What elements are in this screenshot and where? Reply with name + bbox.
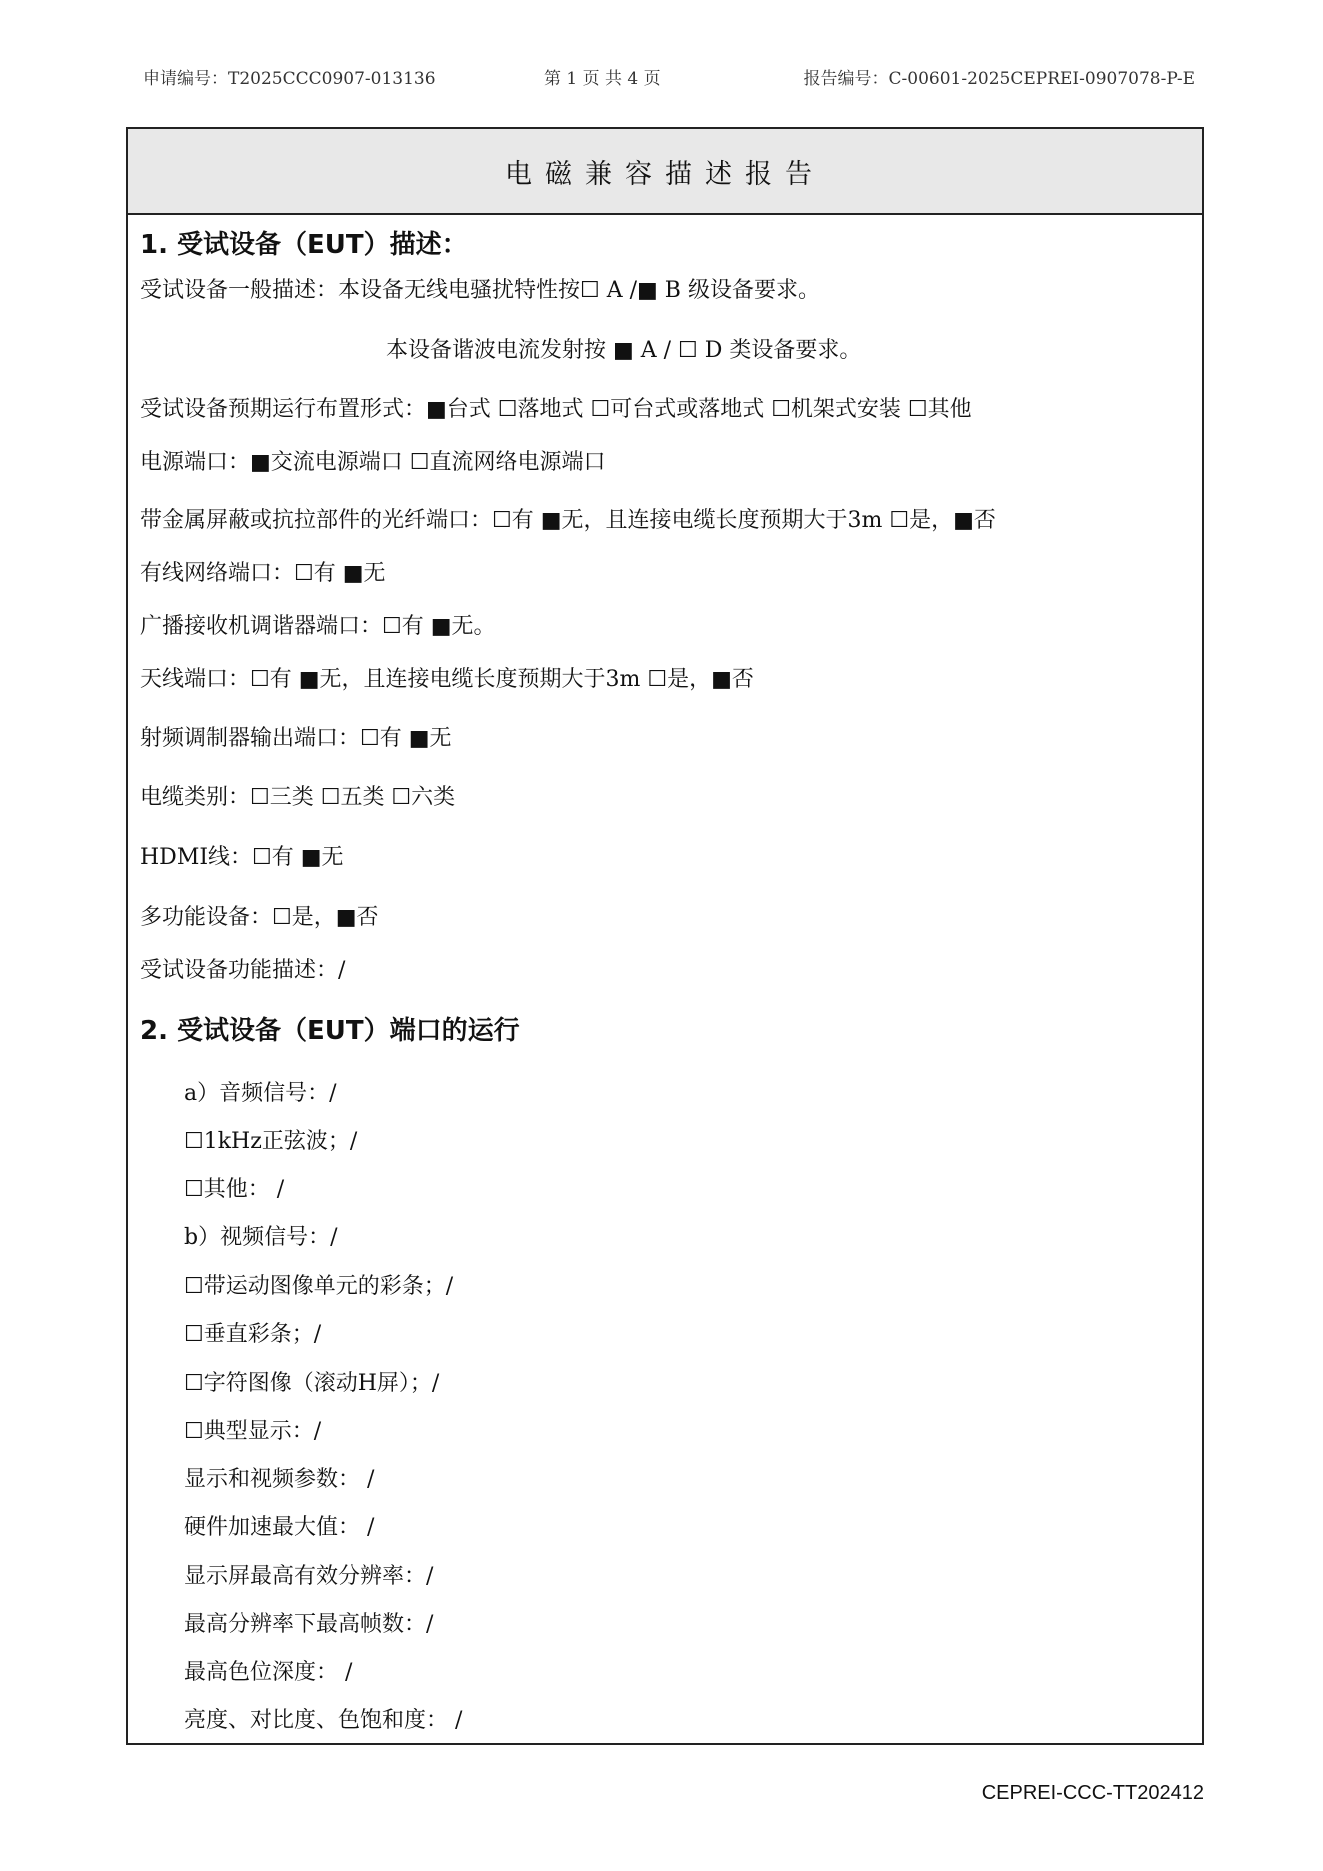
tuner-port: 广播接收机调谐器端口：☐有 ■无。 (140, 614, 496, 639)
typical-display-option: ☐典型显示：/ (184, 1419, 322, 1444)
eut-function-description: 受试设备功能描述：/ (140, 958, 346, 983)
hdmi-cable: HDMI线：☐有 ■无 (140, 845, 344, 870)
power-port: 电源端口：■交流电源端口 ☐直流网络电源端口 (140, 450, 606, 475)
other-audio-option: ☐其他： / (184, 1177, 285, 1202)
sine-wave-option: ☐1kHz正弦波；/ (184, 1129, 358, 1154)
application-number: 申请编号：T2025CCC0907-013136 (143, 69, 436, 89)
brightness-contrast-saturation: 亮度、对比度、色饱和度： / (184, 1708, 463, 1733)
section1-heading: 1. 受试设备（EUT）描述： (140, 230, 468, 260)
moving-color-bar-option: ☐带运动图像单元的彩条；/ (184, 1274, 454, 1299)
report-frame (126, 127, 1204, 1745)
section2-heading: 2. 受试设备（EUT）端口的运行 (140, 1016, 520, 1046)
audio-signal: a）音频信号：/ (184, 1081, 337, 1106)
rf-modulator-port: 射频调制器输出端口：☐有 ■无 (140, 726, 452, 751)
vertical-color-bar-option: ☐垂直彩条；/ (184, 1322, 322, 1347)
multifunction-device: 多功能设备：☐是，■否 (140, 905, 379, 930)
video-signal: b）视频信号：/ (184, 1225, 338, 1250)
antenna-port: 天线端口：☐有 ■无，且连接电缆长度预期大于3m ☐是，■否 (140, 667, 754, 692)
harmonic-emission-class: 本设备谐波电流发射按 ■ A / ☐ D 类设备要求。 (386, 338, 862, 363)
display-video-params: 显示和视频参数： / (184, 1467, 375, 1492)
layout-form: 受试设备预期运行布置形式：■台式 ☐落地式 ☐可台式或落地式 ☐机架式安装 ☐其他 (140, 397, 972, 422)
max-frame-rate: 最高分辨率下最高帧数：/ (184, 1612, 434, 1637)
max-resolution: 显示屏最高有效分辨率：/ (184, 1564, 434, 1589)
fiber-port: 带金属屏蔽或抗拉部件的光纤端口：☐有 ■无，且连接电缆长度预期大于3m ☐是，■否 (140, 508, 996, 533)
report-title: 电磁兼容描述报告 (128, 129, 1202, 215)
max-color-depth: 最高色位深度： / (184, 1660, 353, 1685)
scrolling-h-option: ☐字符图像（滚动H屏）；/ (184, 1371, 440, 1396)
form-code: CEPREI-CCC-TT202412 (981, 1782, 1204, 1804)
page-number: 第 1 页 共 4 页 (544, 69, 661, 89)
cable-category: 电缆类别：☐三类 ☐五类 ☐六类 (140, 785, 456, 810)
eut-general-description: 受试设备一般描述：本设备无线电骚扰特性按☐ A /■ B 级设备要求。 (140, 278, 820, 303)
page-header (143, 64, 1195, 88)
hardware-acceleration: 硬件加速最大值： / (184, 1515, 375, 1540)
wired-network-port: 有线网络端口：☐有 ■无 (140, 561, 386, 586)
report-number: 报告编号：C-00601-2025CEPREI-0907078-P-E (803, 69, 1195, 89)
